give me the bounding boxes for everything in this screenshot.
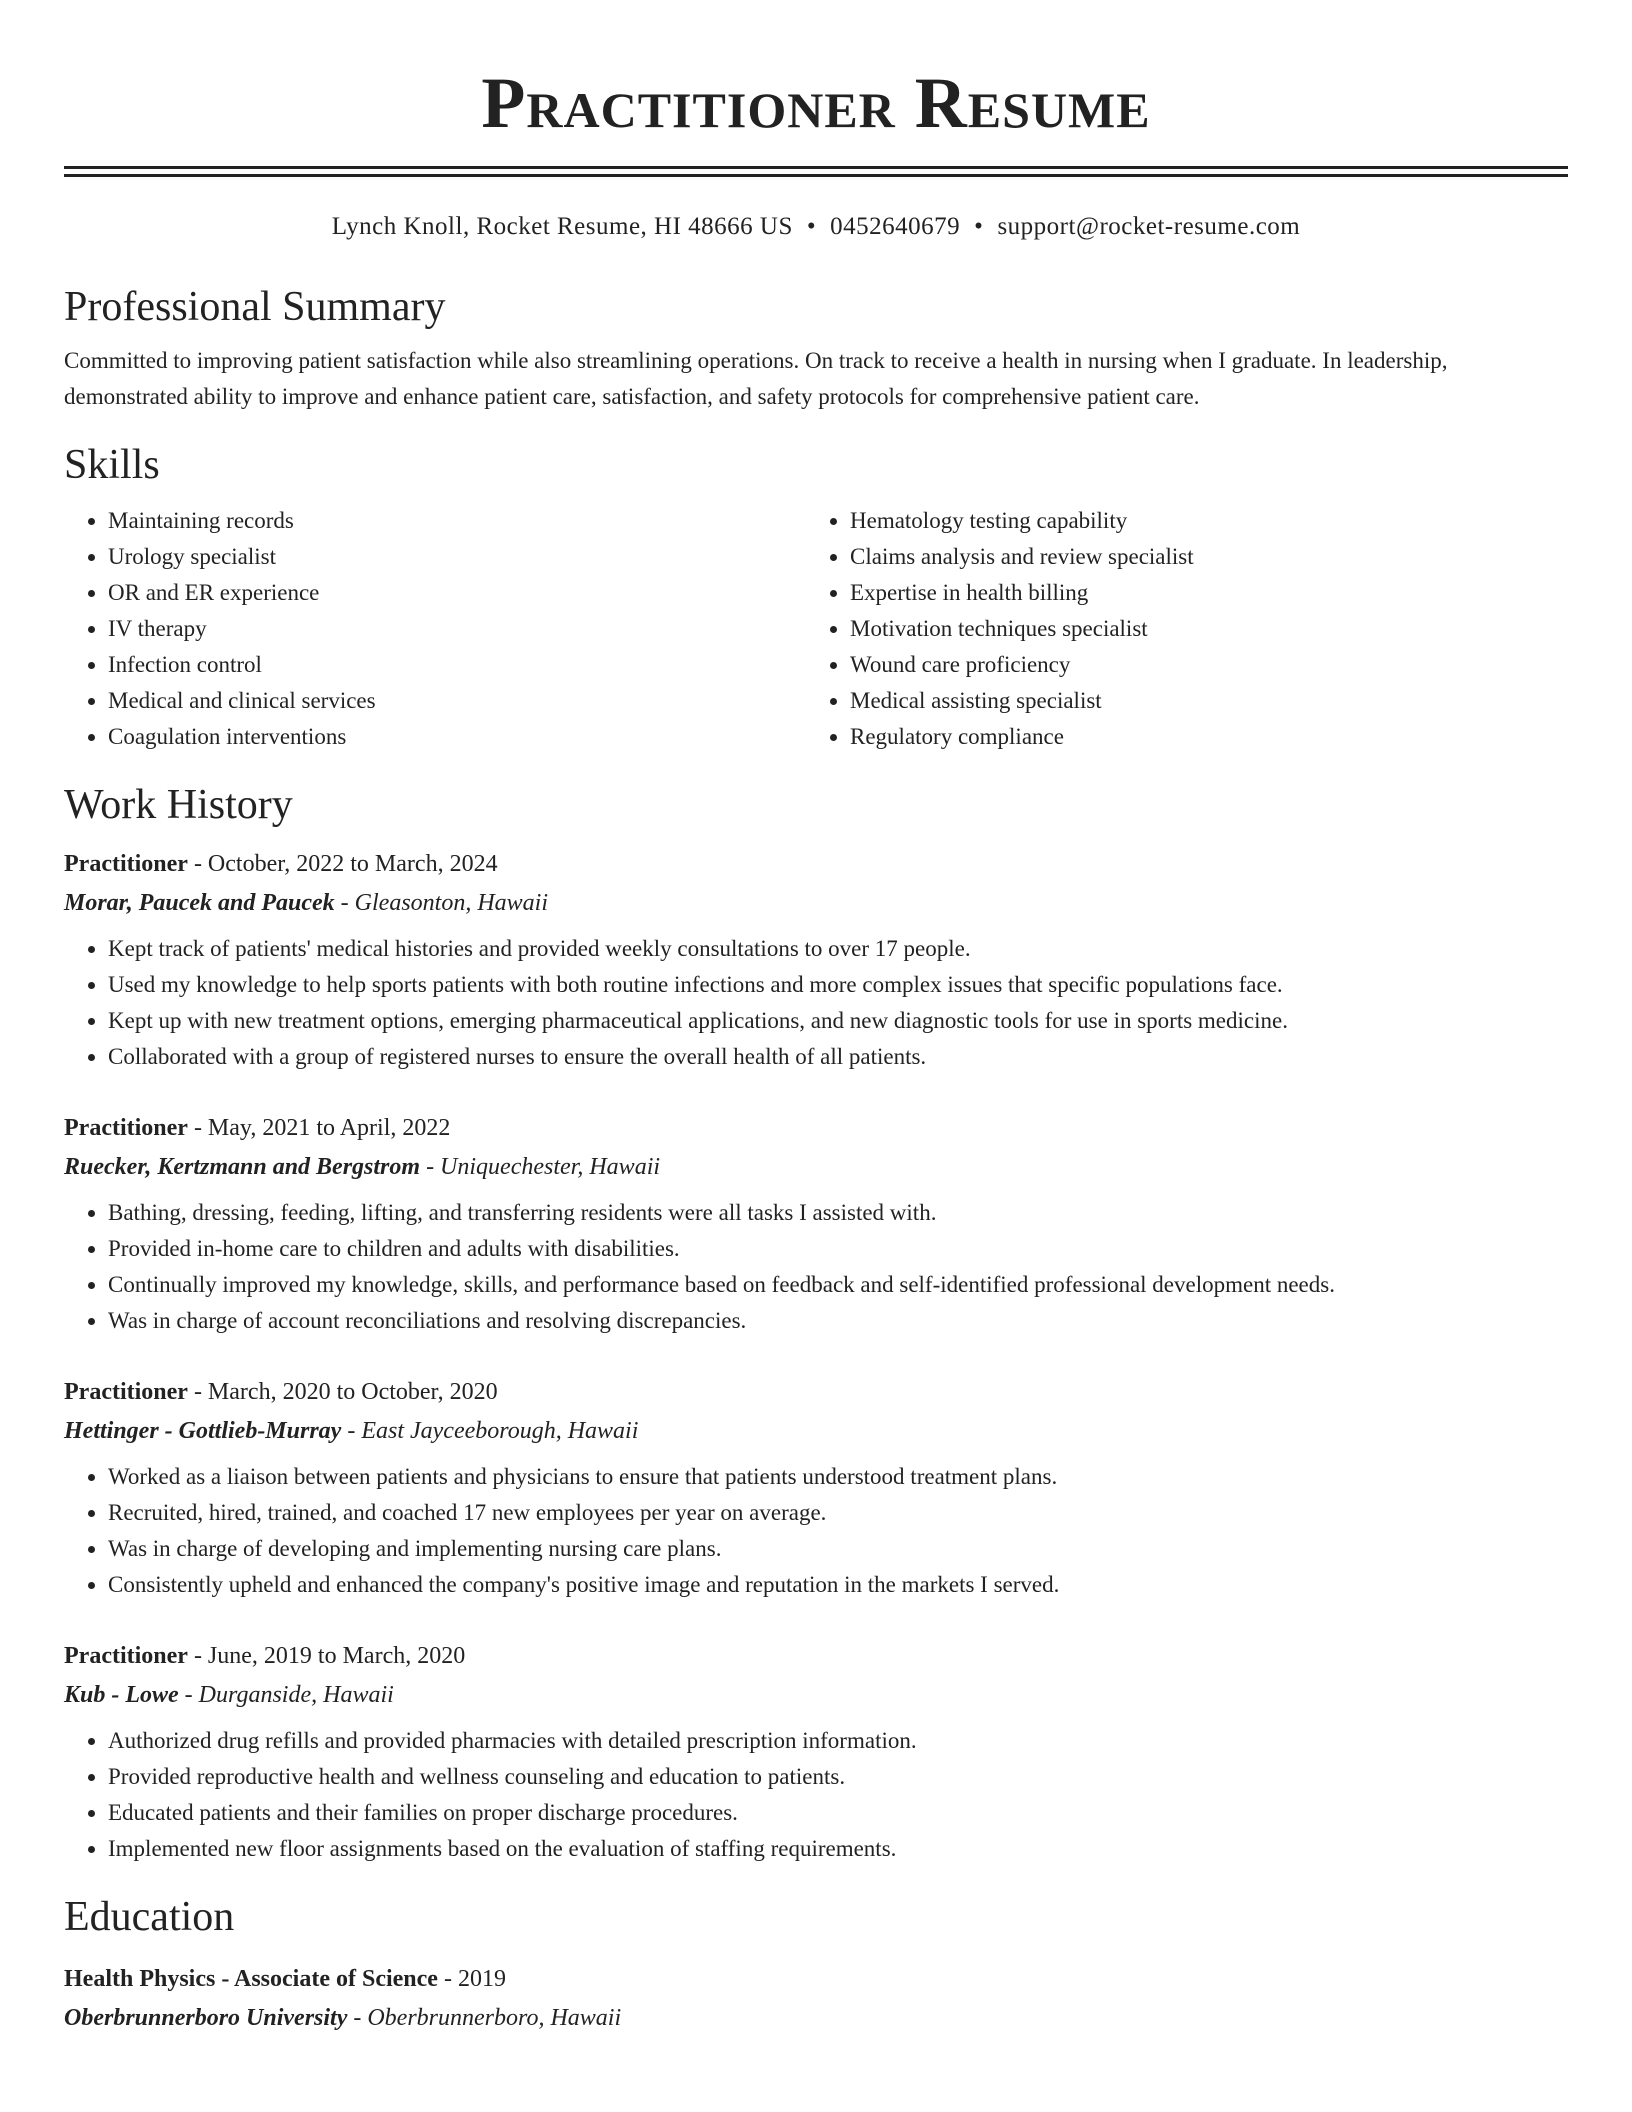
job-title: Practitioner: [64, 1115, 188, 1141]
skills-list-right: [806, 503, 1548, 755]
education-degree: Health Physics - Associate of Science: [64, 1966, 438, 1992]
skill-item: • Expertise in health billing: [850, 575, 1548, 611]
job-company: Kub - Lowe: [64, 1682, 179, 1708]
resume-title: Practitioner Resume: [481, 63, 1151, 143]
skills-columns: [64, 503, 1568, 755]
skills-section: [64, 439, 1568, 755]
job-location: - Uniquechester, Hawaii: [420, 1154, 661, 1180]
job-bullet: • Collaborated with a group of registered nurses to ensure the overall health of all patients.: [108, 1039, 1568, 1075]
job-bullets: [64, 1459, 1568, 1603]
contact-separator: •: [974, 213, 984, 240]
education-entry: [64, 1959, 1568, 2037]
job-dates: - May, 2021 to April, 2022: [187, 1115, 451, 1141]
skill-item: • IV therapy: [108, 611, 806, 647]
job-dates: - June, 2019 to March, 2020: [187, 1643, 466, 1669]
title-divider-top: [64, 166, 1568, 169]
job-bullet: • Recruited, hired, trained, and coached 17 new employees per year on average.: [108, 1495, 1568, 1531]
job-entry: [64, 845, 1568, 1075]
education-school: Oberbrunnerboro University: [64, 2005, 348, 2031]
job-bullet: • Implemented new floor assignments based on the evaluation of staffing requirements.: [108, 1831, 1568, 1867]
job-entry: [64, 1373, 1568, 1603]
section-heading-work: Work History: [64, 782, 293, 828]
job-bullet: • Bathing, dressing, feeding, lifting, and transferring residents were all tasks I assisted with.: [108, 1195, 1568, 1231]
job-header: [64, 1109, 1568, 1147]
skill-item: • Wound care proficiency: [850, 647, 1548, 683]
job-title: Practitioner: [64, 1643, 188, 1669]
job-bullets: [64, 1723, 1568, 1867]
summary-text: Committed to improving patient satisfaction while also streamlining operations. On track to receive a health in nursing when I graduate. In leadership, demonstrated ability to improve and enhance patient care, satisfaction, and safety protocols for comprehensive patient care.: [64, 348, 1448, 409]
job-company: Morar, Paucek and Paucek: [64, 890, 335, 916]
job-bullets: [64, 931, 1568, 1075]
job-header: [64, 1373, 1568, 1411]
job-title: Practitioner: [64, 1379, 188, 1405]
job-bullet: • Kept track of patients' medical histories and provided weekly consultations to over 17 people.: [108, 931, 1568, 967]
contact-phone: 0452640679: [830, 213, 961, 240]
resume-page: [64, 0, 1568, 2037]
job-company: Hettinger - Gottlieb-Murray: [64, 1418, 342, 1444]
job-entry: [64, 1109, 1568, 1339]
education-section: [64, 1891, 1568, 2037]
job-bullet: • Provided in-home care to children and adults with disabilities.: [108, 1231, 1568, 1267]
education-header: [64, 1959, 1568, 1999]
job-bullet: • Kept up with new treatment options, emerging pharmaceutical applications, and new diagnostic tools for use in sports medicine.: [108, 1003, 1568, 1039]
job-header: [64, 845, 1568, 883]
skill-item: • Medical and clinical services: [108, 683, 806, 719]
job-company-line: [64, 1675, 1568, 1715]
contact-line: [64, 211, 1568, 243]
section-heading-skills: Skills: [64, 442, 160, 488]
job-bullet: • Continually improved my knowledge, skills, and performance based on feedback and self-identified professional development needs.: [108, 1267, 1568, 1303]
skill-item: • Maintaining records: [108, 503, 806, 539]
job-location: - East Jayceeborough, Hawaii: [341, 1418, 639, 1444]
job-location: - Gleasonton, Hawaii: [334, 890, 548, 916]
skill-item: • Hematology testing capability: [850, 503, 1548, 539]
skills-list-left: [64, 503, 806, 755]
job-bullet: • Used my knowledge to help sports patients with both routine infections and more complex issues that specific populations face.: [108, 967, 1568, 1003]
work-history-section: [64, 779, 1568, 1867]
job-bullet: • Was in charge of developing and implementing nursing care plans.: [108, 1531, 1568, 1567]
professional-summary-section: [64, 281, 1568, 415]
title-divider-bottom: [64, 174, 1568, 177]
skill-item: • Claims analysis and review specialist: [850, 539, 1548, 575]
education-year: - 2019: [437, 1966, 506, 1992]
job-bullets: [64, 1195, 1568, 1339]
job-bullet: • Was in charge of account reconciliations and resolving discrepancies.: [108, 1303, 1568, 1339]
skill-item: • Regulatory compliance: [850, 719, 1548, 755]
job-entry: [64, 1637, 1568, 1867]
job-bullet: • Worked as a liaison between patients and physicians to ensure that patients understood treatment plans.: [108, 1459, 1568, 1495]
job-company: Ruecker, Kertzmann and Bergstrom: [64, 1154, 421, 1180]
contact-address: Lynch Knoll, Rocket Resume, HI 48666 US: [331, 213, 793, 240]
skill-item: • Infection control: [108, 647, 806, 683]
job-location: - Durganside, Hawaii: [178, 1682, 394, 1708]
skill-item: • Urology specialist: [108, 539, 806, 575]
skill-item: • Medical assisting specialist: [850, 683, 1548, 719]
job-company-line: [64, 883, 1568, 923]
job-bullet: • Consistently upheld and enhanced the company's positive image and reputation in the markets I served.: [108, 1567, 1568, 1603]
job-bullet: • Authorized drug refills and provided pharmacies with detailed prescription information.: [108, 1723, 1568, 1759]
skill-item: • Coagulation interventions: [108, 719, 806, 755]
job-title: Practitioner: [64, 851, 188, 877]
education-school-line: [64, 1999, 1568, 2037]
skill-item: • Motivation techniques specialist: [850, 611, 1548, 647]
contact-email[interactable]: support@rocket-resume.com: [997, 213, 1301, 240]
job-company-line: [64, 1411, 1568, 1451]
contact-separator: •: [806, 213, 817, 240]
section-heading-summary: Professional Summary: [64, 284, 446, 330]
job-bullet: • Educated patients and their families on proper discharge procedures.: [108, 1795, 1568, 1831]
education-location: - Oberbrunnerboro, Hawaii: [347, 2005, 622, 2031]
job-company-line: [64, 1147, 1568, 1187]
job-dates: - October, 2022 to March, 2024: [187, 851, 498, 877]
skill-item: • OR and ER experience: [108, 575, 806, 611]
section-heading-education: Education: [64, 1894, 235, 1940]
job-dates: - March, 2020 to October, 2020: [187, 1379, 498, 1405]
job-header: [64, 1637, 1568, 1675]
job-bullet: • Provided reproductive health and wellness counseling and education to patients.: [108, 1759, 1568, 1795]
